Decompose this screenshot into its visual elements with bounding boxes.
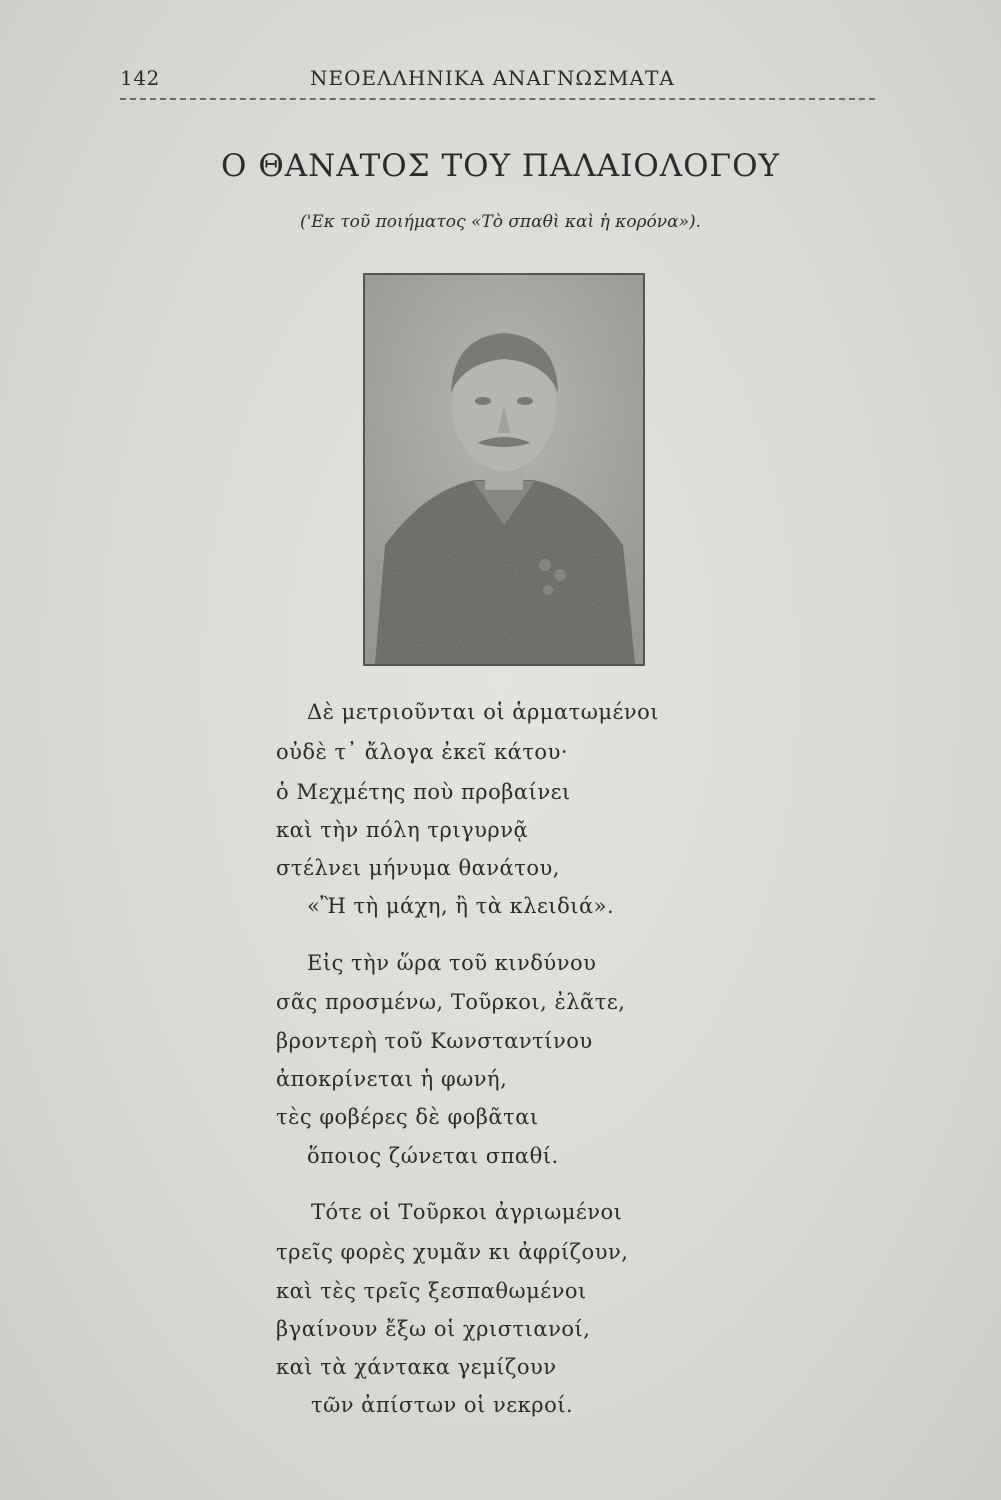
poem-line: τὲς φοβέρες δὲ φοβᾶται	[276, 1105, 539, 1129]
page-number: 142	[120, 66, 160, 90]
poem-line: ὅποιος ζώνεται σπαθί.	[307, 1144, 559, 1168]
portrait-illustration	[365, 275, 643, 664]
poem-line: καὶ τὰ χάντακα γεμίζουν	[276, 1355, 557, 1379]
poem-line: καὶ τὲς τρεῖς ξεσπαθωμένοι	[276, 1279, 587, 1303]
poem-source-note: ('Εκ τοῦ ποιήματος «Τὸ σπαθὶ καὶ ἡ κορόνα»).	[299, 212, 702, 232]
poem-line: Δὲ μετριοῦνται οἱ ἁρματωμένοι	[307, 700, 660, 724]
poem-line: ὁ Μεχμέτης ποὺ προβαίνει	[276, 780, 571, 804]
poem-line: «Ἢ τὴ μάχη, ἢ τὰ κλειδιά».	[307, 894, 615, 918]
running-head	[120, 66, 875, 98]
poem-line: Τότε οἱ Τοῦρκοι ἀγριωμένοι	[311, 1200, 623, 1224]
poem-line: σᾶς προσμένω, Τοῦρκοι, ἐλᾶτε,	[276, 990, 626, 1014]
running-title: ΝΕΟΕΛΛΗΝΙΚΑ ΑΝΑΓΝΩΣΜΑΤΑ	[310, 66, 675, 90]
poem-line: τρεῖς φορὲς χυμᾶν κι ἀφρίζουν,	[276, 1240, 629, 1264]
poem-line: Εἰς τὴν ὥρα τοῦ κινδύνου	[307, 951, 597, 975]
poem-line: τῶν ἀπίστων οἱ νεκροί.	[311, 1393, 574, 1417]
poem-line: οὐδὲ τ᾽ ἄλογα ἐκεῖ κάτου·	[276, 740, 569, 764]
poem-line: καὶ τὴν πόλη τριγυρνᾷ	[276, 818, 529, 842]
portrait-image	[363, 273, 645, 666]
poem-line: ἀποκρίνεται ἡ φωνή,	[276, 1067, 508, 1091]
poem-line: βγαίνουν ἔξω οἱ χριστιανοί,	[276, 1317, 591, 1341]
poem-title: Ο ΘΑΝΑΤΟΣ ΤΟΥ ΠΑΛΑΙΟΛΟΓΟΥ	[221, 148, 780, 184]
poem-line: στέλνει μήνυμα θανάτου,	[276, 856, 560, 880]
header-rule	[120, 98, 875, 100]
poem-line: βροντερὴ τοῦ Κωνσταντίνου	[276, 1029, 593, 1053]
